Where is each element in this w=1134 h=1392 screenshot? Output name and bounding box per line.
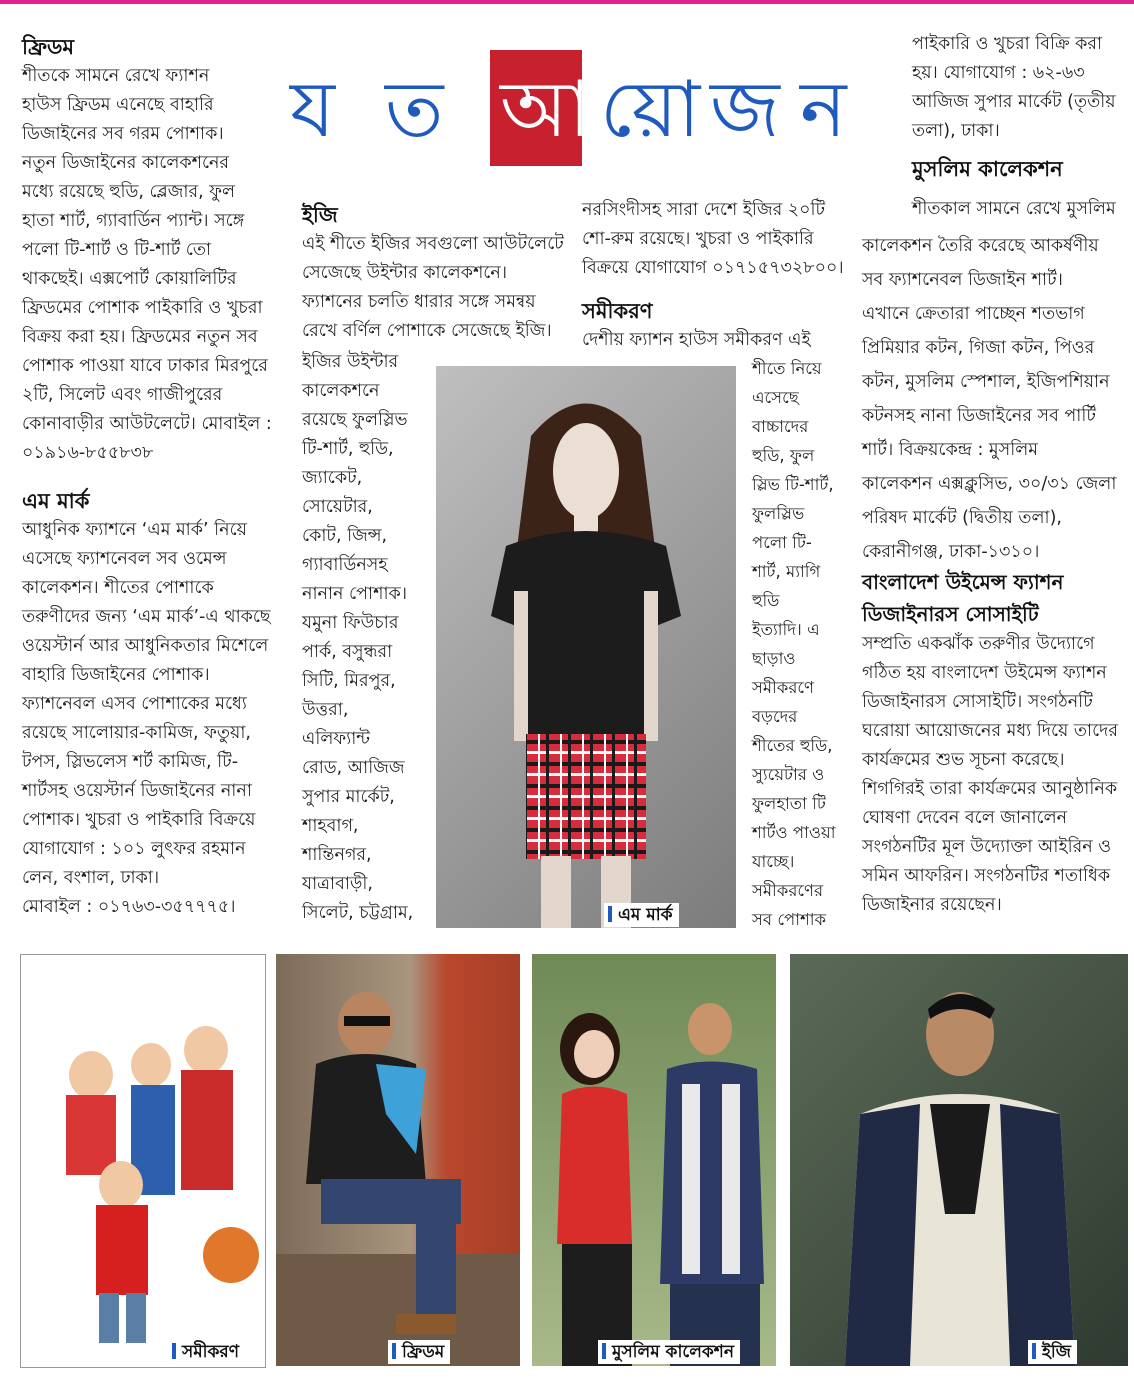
headline-letter: য xyxy=(290,65,335,155)
mmark-line: বাহারি ডিজাইনের পোশাক। xyxy=(22,665,210,685)
somikoron-lead: দেশীয় ফ্যাশন হাউস সমীকরণ এই xyxy=(582,330,811,350)
society-line: ডিজাইনারস সোসাইটি। সংগঠনটি xyxy=(862,692,1093,712)
muslim-line: এখানে ক্রেতারা পাচ্ছেন শতভাগ xyxy=(862,304,1085,324)
somikoron-line: ফুলস্লিভ xyxy=(752,504,805,523)
easy-line: যাত্রাবাড়ী, xyxy=(302,874,373,894)
somikoron-line: সমীকরণের xyxy=(752,881,824,900)
article-easy xyxy=(302,200,572,346)
muslim-heading: মুসলিম কালেকশন xyxy=(912,157,1063,181)
easy-line: উত্তরা, xyxy=(302,700,349,720)
article-society xyxy=(862,566,1124,920)
society-heading: বাংলাদেশ উইমেন্স ফ্যাশন xyxy=(862,570,1064,594)
article-mmark xyxy=(22,486,290,922)
somikoron-line: এসেছে xyxy=(752,388,799,407)
easy-line: সিলেট, চট্টগ্রাম, xyxy=(302,903,414,923)
headline-letter: জ xyxy=(710,65,780,155)
easy-line: নরসিংদীসহ সারা দেশে ইজির ২০টি xyxy=(582,200,826,220)
mmark-line: আধুনিক ফ্যাশনে ‘এম মার্ক’ নিয়ে xyxy=(22,520,247,540)
easy-line: সেজেছে উইন্টার কালেকশনে। xyxy=(302,263,508,283)
right-line: হয়। যোগাযোগ : ৬২-৬৩ xyxy=(912,63,1085,83)
easy-line: কালেকশনে xyxy=(302,381,380,401)
article-freedom xyxy=(22,32,290,468)
mmark-line: কালেকশন। শীতের পোশাকে xyxy=(22,578,214,598)
society-line: ঘোষণা দেবেন বলে জানালেন xyxy=(862,808,1068,828)
somikoron-line: ছাড়াও xyxy=(752,649,796,668)
somikoron-line: যাচ্ছে। xyxy=(752,852,795,871)
society-heading: ডিজাইনারস সোসাইটি xyxy=(862,602,1039,626)
easy-line: রেখে বর্ণিল পোশাকে সেজেছে ইজি। xyxy=(302,321,552,341)
easy-line: গ্যাবার্ডিনসহ xyxy=(302,555,388,575)
society-line: শিগগিরই তারা কার্যক্রমের আনুষ্ঠানিক xyxy=(862,779,1118,799)
freedom-man-photo xyxy=(276,954,520,1366)
freedom-line: ০১৯১৬-৮৫৫৮৩৮ xyxy=(22,443,154,463)
freedom-line: ডিজাইনের সব গরম পোশাক। xyxy=(22,124,224,144)
somikoron-line: শার্টও পাওয়া xyxy=(752,823,836,842)
muslim-first-line xyxy=(912,195,1124,224)
muslim-couple-photo xyxy=(532,954,776,1366)
muslim-line: কালেকশন এক্সক্লুসিভ, ৩০/৩১ জেলা xyxy=(862,474,1117,494)
somikoron-heading: সমীকরণ xyxy=(582,299,653,323)
easy-line: এই শীতে ইজির সবগুলো আউটলেটে xyxy=(302,234,564,254)
mmark-line: যোগাযোগ : ১০১ লুৎফর রহমান xyxy=(22,839,246,859)
headline xyxy=(290,50,880,172)
muslim-line: পরিষদ মার্কেট (দ্বিতীয় তলা), xyxy=(862,508,1062,528)
mmark-line: ফ্যাশনেবল এসব পোশাকের মধ্যে xyxy=(22,694,247,714)
muslim-line: কেরানীগঞ্জ, ঢাকা-১৩১০। xyxy=(862,542,1040,562)
muslim-line: কটন, মুসলিম স্পেশাল, ইজিপশিয়ান xyxy=(862,372,1110,392)
freedom-line: ফ্রিডমের পোশাক পাইকারি ও খুচরা xyxy=(22,298,263,318)
freedom-line: পলো টি-শার্ট ও টি-শার্ট তো xyxy=(22,240,212,260)
headline-letter: আ xyxy=(500,65,591,155)
somikoron-line: হুডি, ফুল xyxy=(752,446,815,465)
freedom-illustration xyxy=(276,954,520,1366)
article-right-top xyxy=(912,30,1124,146)
easy-line: সিটি, মিরপুর, xyxy=(302,671,396,691)
somikoron-line: শীতে নিয়ে xyxy=(752,359,822,378)
easy-illustration xyxy=(790,954,1128,1366)
caption-freedom: ফ্রিডম xyxy=(388,1340,450,1364)
article-somikoron xyxy=(582,296,854,355)
mannequin-illustration xyxy=(436,366,736,928)
somikoron-line: স্লিভ টি-শার্ট, xyxy=(752,475,834,494)
freedom-line: থাকছেই। এক্সপোর্ট কোয়ালিটির xyxy=(22,269,237,289)
muslim-line: কটনসহ নানা ডিজাইনের সব পার্টি xyxy=(862,406,1096,426)
right-line: তলা), ঢাকা। xyxy=(912,121,1000,141)
society-line: সংগঠনটির মূল উদ্যোক্তা আইরিন ও xyxy=(862,837,1112,857)
easy-line: শাহবাগ, xyxy=(302,816,359,836)
somikoron-line: হুডি xyxy=(752,591,780,610)
mmark-line: তরুণীদের জন্য ‘এম মার্ক’-এ থাকছে xyxy=(22,607,271,627)
easy-line: ফ্যাশনের চলতি ধারার সঙ্গে সমন্বয় xyxy=(302,292,536,312)
muslim-line: কালেকশন তৈরি করেছে আকর্ষণীয় xyxy=(862,236,1099,256)
mmark-line: মোবাইল : ০১৭৬৩-৩৫৭৭৭৫। xyxy=(22,897,236,917)
caption-mmark: এম মার্ক xyxy=(604,903,679,927)
mmark-line: এসেছে ফ্যাশনেবল সব ওমেন্স xyxy=(22,549,227,569)
kids-illustration xyxy=(21,955,265,1367)
easy-line: রোড, আজিজ xyxy=(302,758,405,778)
article-muslim xyxy=(862,229,1124,569)
somikoron-line: সমীকরণে xyxy=(752,678,815,697)
mmark-line: ওয়েস্টার্ন আর আধুনিকতার মিশেলে xyxy=(22,636,269,656)
headline-letter: য়ো xyxy=(600,65,701,155)
muslim-line: শার্ট। বিক্রয়কেন্দ্র : মুসলিম xyxy=(862,440,1038,460)
right-line: আজিজ সুপার মার্কেট (তৃতীয় xyxy=(912,92,1116,112)
somikoron-line: স্যুয়েটার ও xyxy=(752,765,825,784)
society-line: ঘরোয়া আয়োজনের মধ্য দিয়ে তাদের xyxy=(862,721,1118,741)
article-easy-narrow xyxy=(302,348,432,928)
caption-somikoron: সমীকরণ xyxy=(168,1340,245,1364)
somikoron-line: শার্ট, ম্যাগি xyxy=(752,562,821,581)
easy-line: বিক্রয়ে যোগাযোগ ০১৭১৫৭৩২৮০০। xyxy=(582,258,844,278)
easy-line: যমুনা ফিউচার xyxy=(302,613,399,633)
easy-line: এলিফ্যান্ট xyxy=(302,729,371,749)
easy-line: রয়েছে ফুলস্লিভ xyxy=(302,410,408,430)
freedom-line: মধ্যে রয়েছে হুডি, ব্লেজার, ফুল xyxy=(22,182,236,202)
society-line: সম্প্রতি একঝাঁক তরুণীর উদ্যোগে xyxy=(862,634,1095,654)
somikoron-kids-photo xyxy=(20,954,266,1368)
easy-line: সুপার মার্কেট, xyxy=(302,787,395,807)
caption-easy: ইজি xyxy=(1028,1340,1077,1364)
easy-line: কোট, জিন্স, xyxy=(302,526,388,546)
easy-line: টি-শার্ট, হুডি, xyxy=(302,439,394,459)
muslim-line: সব ফ্যাশনেবল ডিজাইন শার্ট। xyxy=(862,270,1063,290)
somikoron-line: সব পোশাক xyxy=(752,910,827,929)
freedom-line: পোশাক পাওয়া যাবে ঢাকার মিরপুরে xyxy=(22,356,268,376)
society-line: গঠিত হয় বাংলাদেশ উইমেন্স ফ্যাশন xyxy=(862,663,1107,683)
easy-line: জ্যাকেট, xyxy=(302,468,363,488)
article-easy-continued xyxy=(582,196,854,283)
freedom-line: শীতকে সামনে রেখে ফ্যাশন xyxy=(22,66,210,86)
couple-illustration xyxy=(532,954,776,1366)
mmark-line: শার্টসহ ওয়েস্টার্ন ডিজাইনের নানা xyxy=(22,781,252,801)
headline-letter: ত xyxy=(385,65,444,155)
easy-heading: ইজি xyxy=(302,203,338,227)
society-line: ডিজাইনার রয়েছেন। xyxy=(862,895,1002,915)
mmark-line: রয়েছে সালোয়ার-কামিজ, ফতুয়া, xyxy=(22,723,251,743)
easy-man-photo xyxy=(790,954,1128,1366)
easy-line: সোয়েটার, xyxy=(302,497,373,517)
somikoron-line: বাচ্চাদের xyxy=(752,417,809,436)
easy-line: নানান পোশাক। xyxy=(302,584,408,604)
mmark-mannequin-photo xyxy=(436,366,736,928)
article-somikoron-narrow xyxy=(752,354,854,934)
mmark-line: লেন, বংশাল, ঢাকা। xyxy=(22,868,160,888)
freedom-line: বিক্রয় করা হয়। ফ্রিডমের নতুন সব xyxy=(22,327,258,347)
muslim-line: শীতকাল সামনে রেখে মুসলিম xyxy=(912,199,1116,219)
easy-line: ইজির উইন্টার xyxy=(302,352,399,372)
easy-line: শো-রুম রয়েছে। খুচরা ও পাইকারি xyxy=(582,229,814,249)
somikoron-line: ইত্যাদি। এ xyxy=(752,620,820,639)
freedom-line: ২টি, সিলেট এবং গাজীপুরের xyxy=(22,385,223,405)
freedom-heading: ফ্রিডম xyxy=(22,35,75,59)
freedom-line: হাউস ফ্রিডম এনেছে বাহারি xyxy=(22,95,214,115)
muslim-heading-block xyxy=(912,154,1124,184)
muslim-line: প্রিমিয়ার কটন, গিজা কটন, পিওর xyxy=(862,338,1095,358)
freedom-line: কোনাবাড়ীর আউটলেটে। মোবাইল : xyxy=(22,414,272,434)
mmark-line: টপস, স্লিভলেস শর্ট কামিজ, টি- xyxy=(22,752,239,772)
society-line: কার্যক্রমের শুভ সূচনা করেছে। xyxy=(862,750,1065,770)
easy-line: পার্ক, বসুন্ধরা xyxy=(302,642,393,662)
freedom-line: হাতা শার্ট, গ্যাবার্ডিন প্যান্ট। সঙ্গে xyxy=(22,211,245,231)
easy-line: শান্তিনগর, xyxy=(302,845,372,865)
mmark-heading: এম মার্ক xyxy=(22,489,90,513)
somikoron-line: ফুলহাতা টি xyxy=(752,794,826,813)
top-rule xyxy=(0,0,1134,4)
somikoron-line: শীতের হুডি, xyxy=(752,736,833,755)
somikoron-line: পলো টি- xyxy=(752,533,812,552)
caption-muslim: মুসলিম কালেকশন xyxy=(598,1340,740,1364)
somikoron-line: বড়দের xyxy=(752,707,798,726)
mmark-line: পোশাক। খুচরা ও পাইকারি বিক্রয়ে xyxy=(22,810,256,830)
society-line: সমিন আফরিন। সংগঠনটির শতাধিক xyxy=(862,866,1111,886)
right-line: পাইকারি ও খুচরা বিক্রি করা xyxy=(912,34,1103,54)
headline-letter: ন xyxy=(800,65,847,155)
freedom-line: নতুন ডিজাইনের কালেকশনের xyxy=(22,153,230,173)
